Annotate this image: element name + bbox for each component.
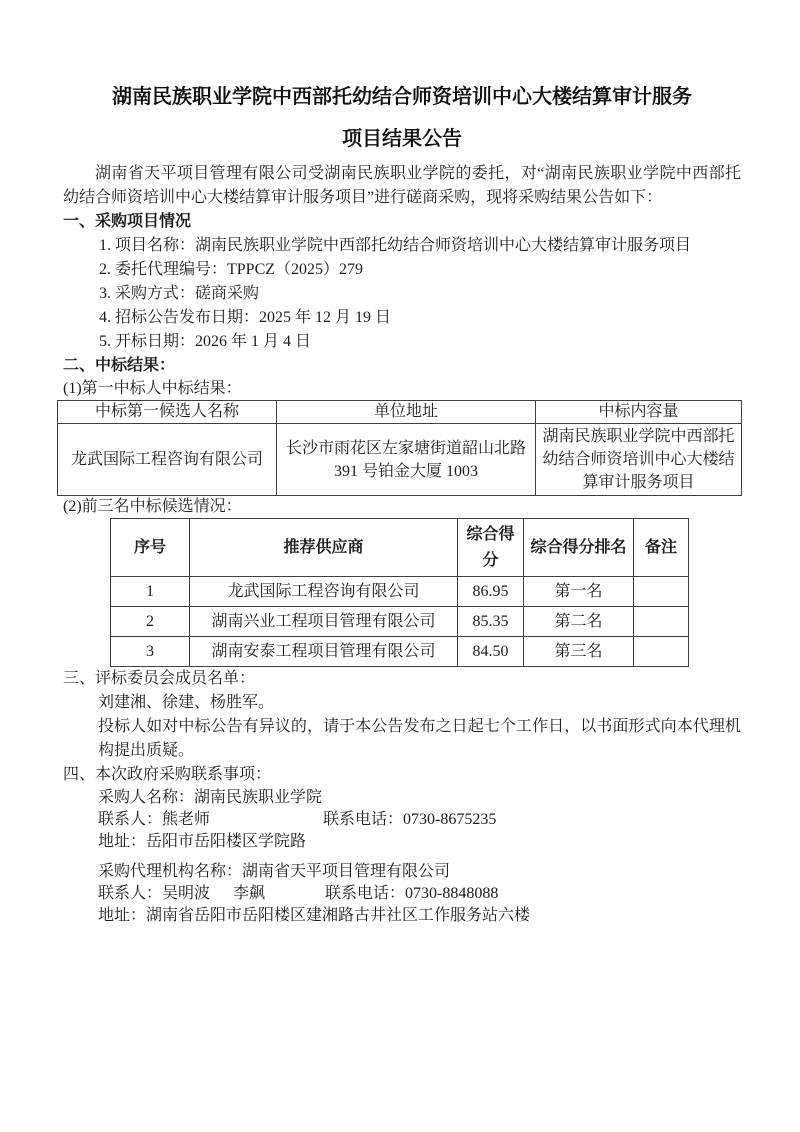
agency-contact-block: [63, 861, 741, 927]
committee-members: 刘建湘、徐建、杨胜军。: [98, 694, 275, 711]
purchaser-contact-person: 联系人：熊老师: [98, 811, 211, 828]
agency-contact-line: [63, 883, 741, 905]
list-item-procurement-method: 3. 采购方式：磋商采购: [99, 285, 260, 302]
cell-no: 1: [111, 577, 190, 607]
cell-supplier: 湖南安泰工程项目管理有限公司: [190, 637, 458, 667]
cell-note: [634, 577, 689, 607]
cell-rank: 第二名: [524, 607, 634, 637]
winner-table: [57, 400, 742, 496]
document-title: [63, 76, 741, 160]
table-row: [111, 577, 689, 607]
cell-no: 2: [111, 607, 190, 637]
cell-no: 3: [111, 637, 190, 667]
cell-winner-address: 长沙市雨花区左家塘街道韶山北路 391 号铂金大厦 1003: [277, 424, 536, 496]
winner-table-label: (1)第一中标人中标结果：: [63, 380, 242, 397]
section-1-heading: 一、采购项目情况: [63, 213, 192, 230]
agency-contact-person-1: 联系人：吴明波: [98, 885, 211, 902]
document-title-line1: 湖南民族职业学院中西部托幼结合师资培训中心大楼结算审计服务: [112, 86, 692, 108]
winner-table-header-row: [58, 401, 742, 424]
candidates-table-label: (2)前三名中标候选情况：: [63, 498, 242, 515]
winner-header-name: 中标第一候选人名称: [58, 401, 277, 424]
list-item-opening-date: 5. 开标日期：2026 年 1 月 4 日: [99, 333, 312, 350]
section-3-heading: 三、评标委员会成员名单：: [63, 670, 256, 687]
cell-note: [634, 637, 689, 667]
list-item-project-name: 1. 项目名称：湖南民族职业学院中西部托幼结合师资培训中心大楼结算审计服务项目: [99, 237, 692, 254]
candidates-table-header-row: [111, 519, 689, 577]
table-row: [111, 637, 689, 667]
cell-supplier: 湖南兴业工程项目管理有限公司: [190, 607, 458, 637]
cell-supplier: 龙武国际工程咨询有限公司: [190, 577, 458, 607]
objection-paragraph: 投标人如对中标公告有异议的，请于本公告发布之日起七个工作日，以书面形式向本代理机构提出质疑。: [98, 718, 741, 759]
intro-paragraph: 湖南省天平项目管理有限公司受湖南民族职业学院的委托，对“湖南民族职业学院中西部托幼结合师资培训中心大楼结算审计服务项目”进行磋商采购，现将采购结果公告如下：: [63, 165, 741, 206]
cell-rank: 第一名: [524, 577, 634, 607]
section-4-heading: 四、本次政府采购联系事项：: [63, 766, 272, 783]
purchaser-address: 地址：岳阳市岳阳楼区学院路: [98, 833, 307, 850]
cell-score: 85.35: [458, 607, 524, 637]
agency-address: 地址：湖南省岳阳市岳阳楼区建湘路古井社区工作服务站六楼: [98, 907, 531, 924]
candidates-table: [110, 518, 689, 667]
cell-winner-name: 龙武国际工程咨询有限公司: [58, 424, 277, 496]
purchaser-contact-line: [63, 809, 741, 831]
cell-rank: 第三名: [524, 637, 634, 667]
cell-note: [634, 607, 689, 637]
cell-winner-content: 湖南民族职业学院中西部托幼结合师资培训中心大楼结算审计服务项目: [536, 424, 742, 496]
purchaser-contact-block: [63, 787, 741, 853]
list-item-agency-number: 2. 委托代理编号：TPPCZ（2025）279: [99, 261, 364, 278]
section-2-heading: 二、中标结果：: [63, 357, 176, 374]
cell-score: 86.95: [458, 577, 524, 607]
candidates-header-supplier: 推荐供应商: [190, 519, 458, 577]
document-title-line2: 项目结果公告: [342, 128, 462, 150]
purchaser-name: 采购人名称：湖南民族职业学院: [98, 789, 323, 806]
candidates-header-score: 综合得分: [458, 519, 524, 577]
winner-header-content: 中标内容量: [536, 401, 742, 424]
agency-phone: 联系电话：0730-8848088: [325, 885, 499, 902]
cell-score: 84.50: [458, 637, 524, 667]
agency-name: 采购代理机构名称：湖南省天平项目管理有限公司: [98, 863, 451, 880]
winner-header-address: 单位地址: [277, 401, 536, 424]
candidates-header-rank: 综合得分排名: [524, 519, 634, 577]
list-item-announcement-date: 4. 招标公告发布日期：2025 年 12 月 19 日: [99, 309, 392, 326]
table-row: [58, 424, 742, 496]
candidates-header-note: 备注: [634, 519, 689, 577]
agency-contact-person-2: 李飙: [233, 885, 266, 902]
table-row: [111, 607, 689, 637]
candidates-header-no: 序号: [111, 519, 190, 577]
purchaser-phone: 联系电话：0730-8675235: [323, 811, 497, 828]
